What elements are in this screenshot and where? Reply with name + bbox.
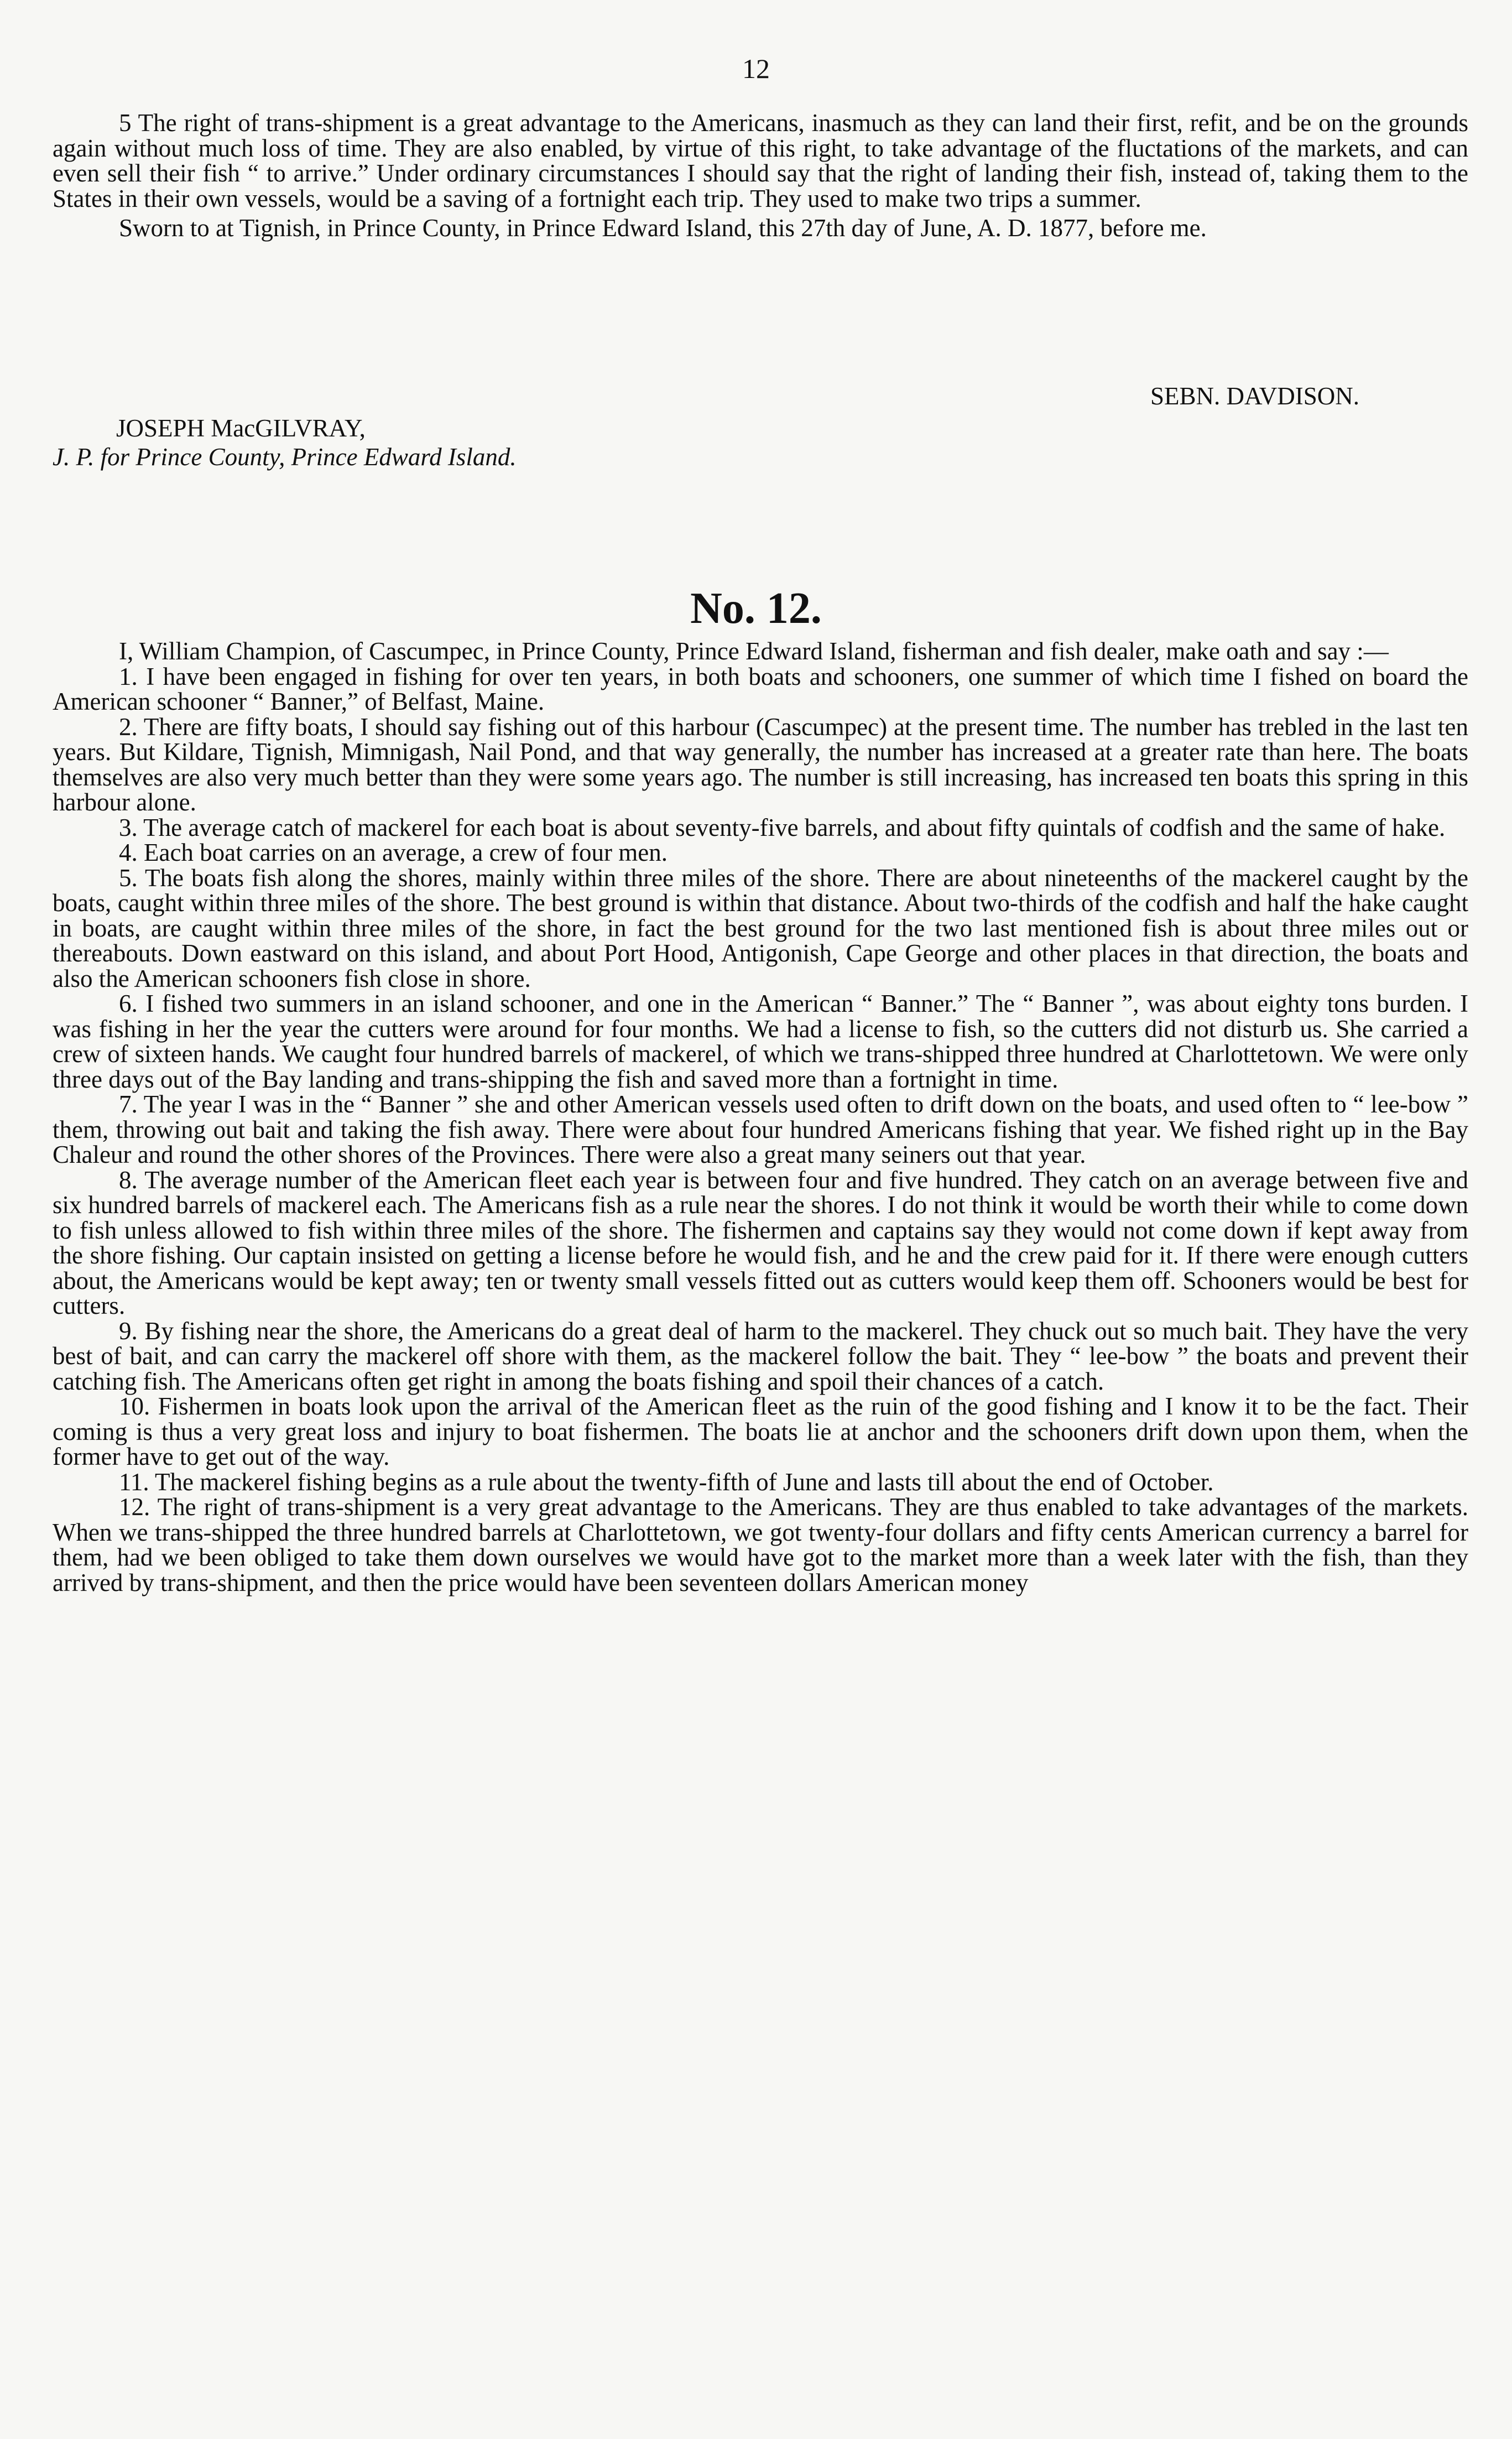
paragraph-2: 2. There are fifty boats, I should say fishing out of this harbour (Cascumpec) at the present time. The number has trebled in the last ten years. But Kildare, Tignish, Mimnigash, Nail Pond, and that way generally, the number has increased at a greater rate than here. The boats themselves are also very much better than they were some years ago. The number is still increasing, has increased ten boats this spring in this harbour alone. <box>53 713 1468 816</box>
justice-name: JOSEPH MacGILVRAY, <box>116 414 366 442</box>
intro-paragraph: I, William Champion, of Cascumpec, in Prince County, Prince Edward Island, fisherman and fish dealer, make oath and say :— <box>119 637 1389 665</box>
paragraph-1: 1. I have been engaged in fishing for over ten years, in both boats and schooners, one summer of which time I fished on board the American schooner “ Banner,” of Belfast, Maine. <box>53 662 1468 715</box>
justice-title: J. P. for Prince County, Prince Edward Island. <box>53 443 517 471</box>
page-number: 12 <box>742 53 770 84</box>
paragraph-5: 5. The boats fish along the shores, mainly within three miles of the shore. There are about nineteenths of the mackerel caught by the boats, caught within three miles of the shore. The best ground is within that distance. About two-thirds of the codfish and half the hake caught in boats, are caught within three miles of the shore, in fact the best ground for the two last mentioned fish is about three miles out or thereabouts. Down eastward on this island, and about Port Hood, Antigonish, Cape George and other places in that direction, the boats and also the American schooners fish close in shore. <box>53 864 1468 992</box>
previous-affidavit-end <box>53 111 1468 241</box>
paragraph-9: 9. By fishing near the shore, the Americans do a great deal of harm to the mackerel. They chuck out so much bait. They have the very best of bait, and can carry the mackerel off shore with them, as the mackerel follow the bait. They “ lee-bow ” the boats and prevent their catching fish. The Americans often get right in among the boats fishing and spoil their chances of a catch. <box>53 1317 1468 1395</box>
affidavit-heading: No. 12. <box>690 584 822 633</box>
affidavit-no-12 <box>53 639 1468 1595</box>
paragraph-5: 5 The right of trans-shipment is a great advantage to the Americans, inasmuch as they can land their first, refit, and be on the grounds again without much loss of time. They are also enabled, by virtue of this right, to take advantage of the fluctations of the markets, and can even sell their fish “ to arrive.” Under ordinary circumstances I should say that the right of landing their fish, instead of, taking them to the States in their own vessels, would be a saving of a fortnight each trip. They used to make two trips a summer. <box>53 109 1468 212</box>
paragraph-6: 6. I fished two summers in an island schooner, and one in the American “ Banner.” The “ Banner ”, was about eighty tons burden. I was fishing in her the year the cutters were around for four months. We had a license to fish, so the cutters did not disturb us. She carried a crew of sixteen hands. We caught four hundred barrels of mackerel, of which we trans-shipped three hundred at Charlottetown. We were only three days out of the Bay landing and trans-shipping the fish and saved more than a fortnight in time. <box>53 990 1468 1093</box>
deponent-signature: SEBN. DAVDISON. <box>1150 382 1359 410</box>
paragraph-7: 7. The year I was in the “ Banner ” she and other American vessels used often to drift down on the boats, and used often to “ lee-bow ” them, throwing out bait and taking the fish away. There were about four hundred Americans fishing that year. We fished right up in the Bay Chaleur and round the other shores of the Provinces. There were also a great many seiners out that year. <box>53 1090 1468 1168</box>
sworn-statement: Sworn to at Tignish, in Prince County, in Prince Edward Island, this 27th day of June, A. D. 1877, before me. <box>119 214 1207 242</box>
paragraph-3: 3. The average catch of mackerel for each boat is about seventy-five barrels, and about fifty quintals of codfish and the same of hake. <box>119 813 1446 841</box>
paragraph-4: 4. Each boat carries on an average, a crew of four men. <box>119 839 668 866</box>
paragraph-12: 12. The right of trans-shipment is a very great advantage to the Americans. They are thus enabled to take advantages of the markets. When we trans-shipped the three hundred barrels at Charlottetown, we got twenty-four dollars and fifty cents American currency a barrel for them, had we been obliged to take them down ourselves we would have got to the market more than a week later with the fish, than they arrived by trans-shipment, and then the price would have been seventeen dollars American money <box>53 1493 1468 1596</box>
paragraph-8: 8. The average number of the American fleet each year is between four and five hundred. They catch on an average between five and six hundred barrels of mackerel each. The Americans fish as a rule near the shores. I do not think it would be worth their while to come down to fish unless allowed to fish within three miles of the shore. The fishermen and captains say they would not come down if kept away from the shore fishing. Our captain insisted on getting a license before he would fish, and he and the crew paid for it. If there were enough cutters about, the Americans would be kept away; ten or twenty small vessels fitted out as cutters would keep them off. Schooners would be best for cutters. <box>53 1166 1468 1319</box>
paragraph-11: 11. The mackerel fishing begins as a rule about the twenty-fifth of June and lasts till about the end of October. <box>119 1468 1214 1496</box>
paragraph-10: 10. Fishermen in boats look upon the arrival of the American fleet as the ruin of the good fishing and I know it to be the fact. Their coming is thus a very great loss and injury to boat fishermen. The boats lie at anchor and the schooners drift down upon them, when the former have to get out of the way. <box>53 1392 1468 1470</box>
